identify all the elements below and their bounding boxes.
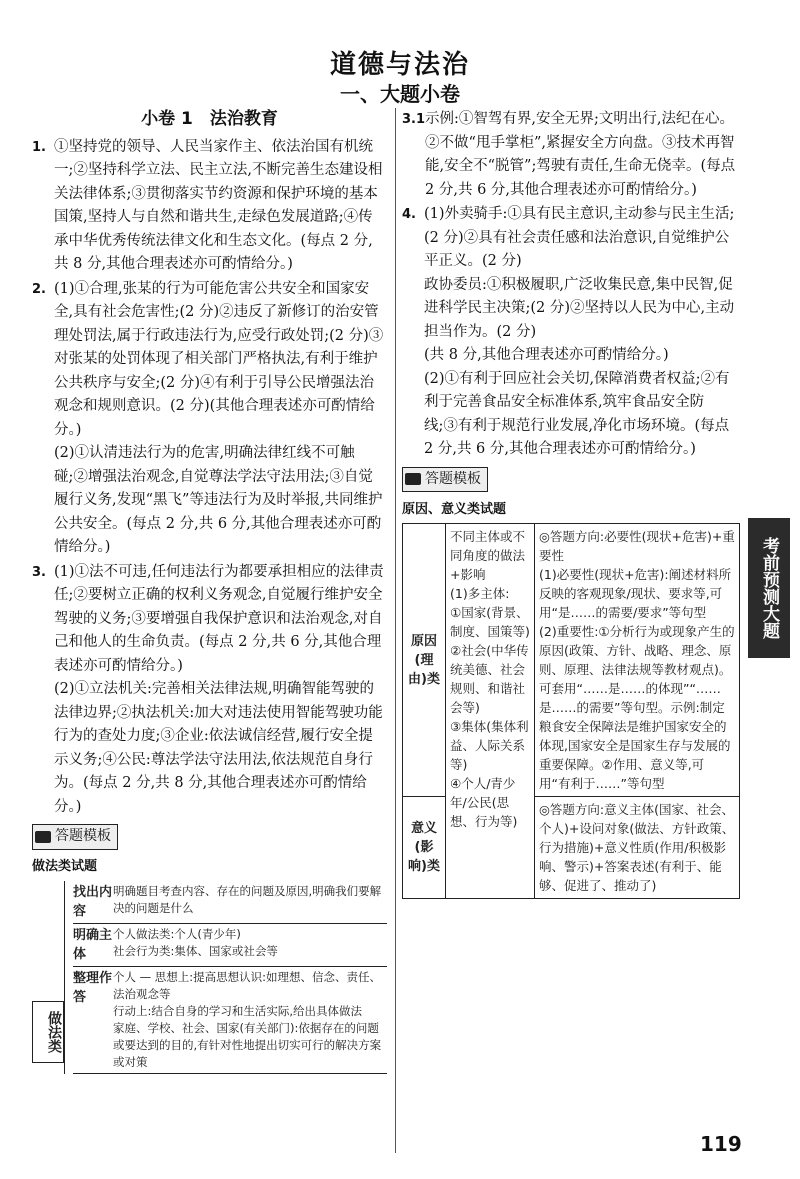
subject-cell: 不同主体或不同角度的做法+影响 (1)多主体: ①国家(背景、制度、国策等) ②社会(中华传统美德、社会规则、和谐社会等) ③集体(集体利益、人际关系等) ④个人/青少年/公民(思想、行为等) bbox=[446, 524, 535, 899]
branch-text: 个人做法类:个人(青少年) 社会行为类:集体、国家或社会等 bbox=[113, 926, 278, 958]
answer-paragraph: (2)①有利于回应社会关切,保障消费者权益;②有利于完善食品安全标准体系,筑牢食品安全防线;③有利于规范行业发展,净化市场环境。(每点 2 分,共 6 分,其他合理表述亦可酌情给分。) bbox=[424, 370, 730, 457]
template-subtitle: 做法类试题 bbox=[32, 859, 98, 875]
tree-branch bbox=[73, 924, 387, 967]
page-number: 119 bbox=[700, 1132, 742, 1156]
answer-item bbox=[402, 203, 737, 462]
answer-template-badge: 答题模板 bbox=[32, 824, 118, 850]
branch-label: 整理作答 bbox=[73, 970, 113, 1005]
branch-label: 找出内容 bbox=[73, 884, 113, 919]
answer-item bbox=[32, 136, 387, 277]
answer-paragraph: (2)①认清违法行为的危害,明确法律红线不可触碰;②增强法治观念,自觉尊法学法守法用法;③自觉履行义务,发现“黑飞”等违法行为及时举报,共同维护公共安全。(每点 2 分,共 6 分,其他合理表述亦可酌情给分。) bbox=[54, 445, 383, 555]
answer-number: 4. bbox=[402, 207, 416, 222]
answer-number: 2. bbox=[32, 281, 46, 297]
right-answer-list bbox=[402, 108, 737, 462]
branch-text: 个人 — 思想上:提高思想认识:如理想、信念、责任、法治观念等 行动上:结合自身的学习和生活实际,给出具体做法 家庭、学校、社会、国家(有关部门):依据存在的问题或要达到的目的,有针对性地提出切实可行的解决方案或对策 bbox=[113, 969, 382, 1069]
reason-cell: ◎答题方向:必要性(现状+危害)+重要性 (1)必要性(现状+危害):阐述材料所反映的客观现象/现状、要求等,可用“是……的需要/要求”等句型 (2)重要性:①分析行为或现象产生的原因(政策、方针、战略、理念、原则、原理、法律法规等教材观点)。可套用“……是……的体现”“……是……的需要”等句型。示例:制定粮食安全保障法是维护国家安全的体现,国家安全是国家生存与发展的重要保障。②作用、意义等,可用“有利于……”等句型 bbox=[535, 524, 740, 797]
answer-template-badge-2: 答题模板 bbox=[402, 467, 488, 493]
answer-paragraph: (2)①立法机关:完善相关法律法规,明确智能驾驶的法律边界;②执法机关:加大对违法使用智能驾驶功能行为的查处力度;③企业:依法诚信经营,履行安全提示义务;④公民:尊法学法守法用法,依法规范自身行为。(每点 2 分,共 8 分,其他合理表述亦可酌情给分。) bbox=[54, 681, 383, 815]
left-answer-list bbox=[32, 136, 387, 820]
page-subtitle: 一、大题小卷 bbox=[340, 82, 460, 106]
answer-paragraph: (1)外卖骑手:①具有民主意识,主动参与民主生活;(2 分)②具有社会责任感和法治意识,自觉维护公平正义。(2 分) bbox=[424, 206, 735, 269]
column-divider bbox=[395, 108, 396, 1153]
answer-number: 3. bbox=[32, 564, 46, 580]
answer-item bbox=[32, 561, 387, 820]
cat-reason: 原因(理由)类 bbox=[403, 524, 446, 797]
branch-text: 明确题目考查内容、存在的问题及原因,明确我们要解决的问题是什么 bbox=[113, 883, 382, 915]
branch-label: 明确主体 bbox=[73, 927, 113, 962]
tree-branch bbox=[73, 967, 387, 1074]
answer-paragraph: (1)①合理,张某的行为可能危害公共安全和国家安全,具有社会危害性;(2 分)②违反了新修订的治安管理处罚法,属于行政违法行为,应受行政处罚;(2 分)③对张某的处罚体现了相关部门严格执法,有利于维护公共秩序与安全;(2 分)④有利于引导公民增强法治观念和规则意识。(2 分)(其他合理表述亦可酌情给分。) bbox=[54, 280, 384, 438]
tree-branch bbox=[73, 881, 387, 924]
answer-paragraph: (共 8 分,其他合理表述亦可酌情给分。) bbox=[424, 347, 669, 363]
book-icon bbox=[405, 473, 421, 485]
right-column bbox=[402, 108, 737, 899]
answer-number: 3.1 bbox=[402, 112, 426, 127]
left-column bbox=[32, 108, 387, 1074]
reason-meaning-table bbox=[402, 523, 740, 899]
answer-paragraph: (1)①法不可违,任何违法行为都要承担相应的法律责任;②要树立正确的权利义务观念,自觉履行维护安全驾驶的义务;③要增强自我保护意识和法治观念,对自己和他人的生命负责。(每点 2 分,共 6 分,其他合理表述亦可酌情给分。) bbox=[54, 563, 384, 674]
answer-paragraph: 示例:①智驾有界,安全无界;文明出行,法纪在心。②不做“甩手掌柜”,紧握安全方向盘。③技术再智能,安全不“脱管”;驾驶有责任,生命无侥幸。(每点 2 分,共 6 分,其他合理表述亦可酌情给分。) bbox=[425, 111, 736, 198]
template-subtitle-2: 原因、意义类试题 bbox=[402, 501, 507, 517]
side-tab: 考前预测大题 bbox=[748, 518, 790, 658]
answer-item bbox=[32, 278, 387, 560]
answer-item bbox=[402, 108, 737, 202]
answer-number: 1. bbox=[32, 139, 46, 155]
book-icon bbox=[35, 831, 51, 843]
method-tree bbox=[32, 881, 387, 1074]
tree-root: 做法类 bbox=[32, 1001, 64, 1063]
page-title: 道德与法治 bbox=[329, 50, 470, 80]
answer-paragraph: ①坚持党的领导、人民当家作主、依法治国有机统一;②坚持科学立法、民主立法,不断完善生态建设相关法律体系;③贯彻落实节约资源和保护环境的基本国策,坚持人与自然和谐共生,走绿色发展道路;④传承中华优秀传统法律文化和生态文化。(每点 2 分,共 8 分,其他合理表述亦可酌情给分。) bbox=[54, 138, 383, 272]
answer-paragraph: 政协委员:①积极履职,广泛收集民意,集中民智,促进科学民主决策;(2 分)②坚持以人民为中心,主动担当作为。(2 分) bbox=[424, 276, 735, 340]
meaning-cell: ◎答题方向:意义主体(国家、社会、个人)+设问对象(做法、方针政策、行为措施)+意义性质(作用/积极影响、警示)+答案表述(有利于、能够、促进了、推动了) bbox=[535, 797, 740, 899]
cat-meaning: 意义(影响)类 bbox=[403, 797, 446, 899]
section-title: 小卷 1 法治教育 bbox=[141, 109, 278, 129]
